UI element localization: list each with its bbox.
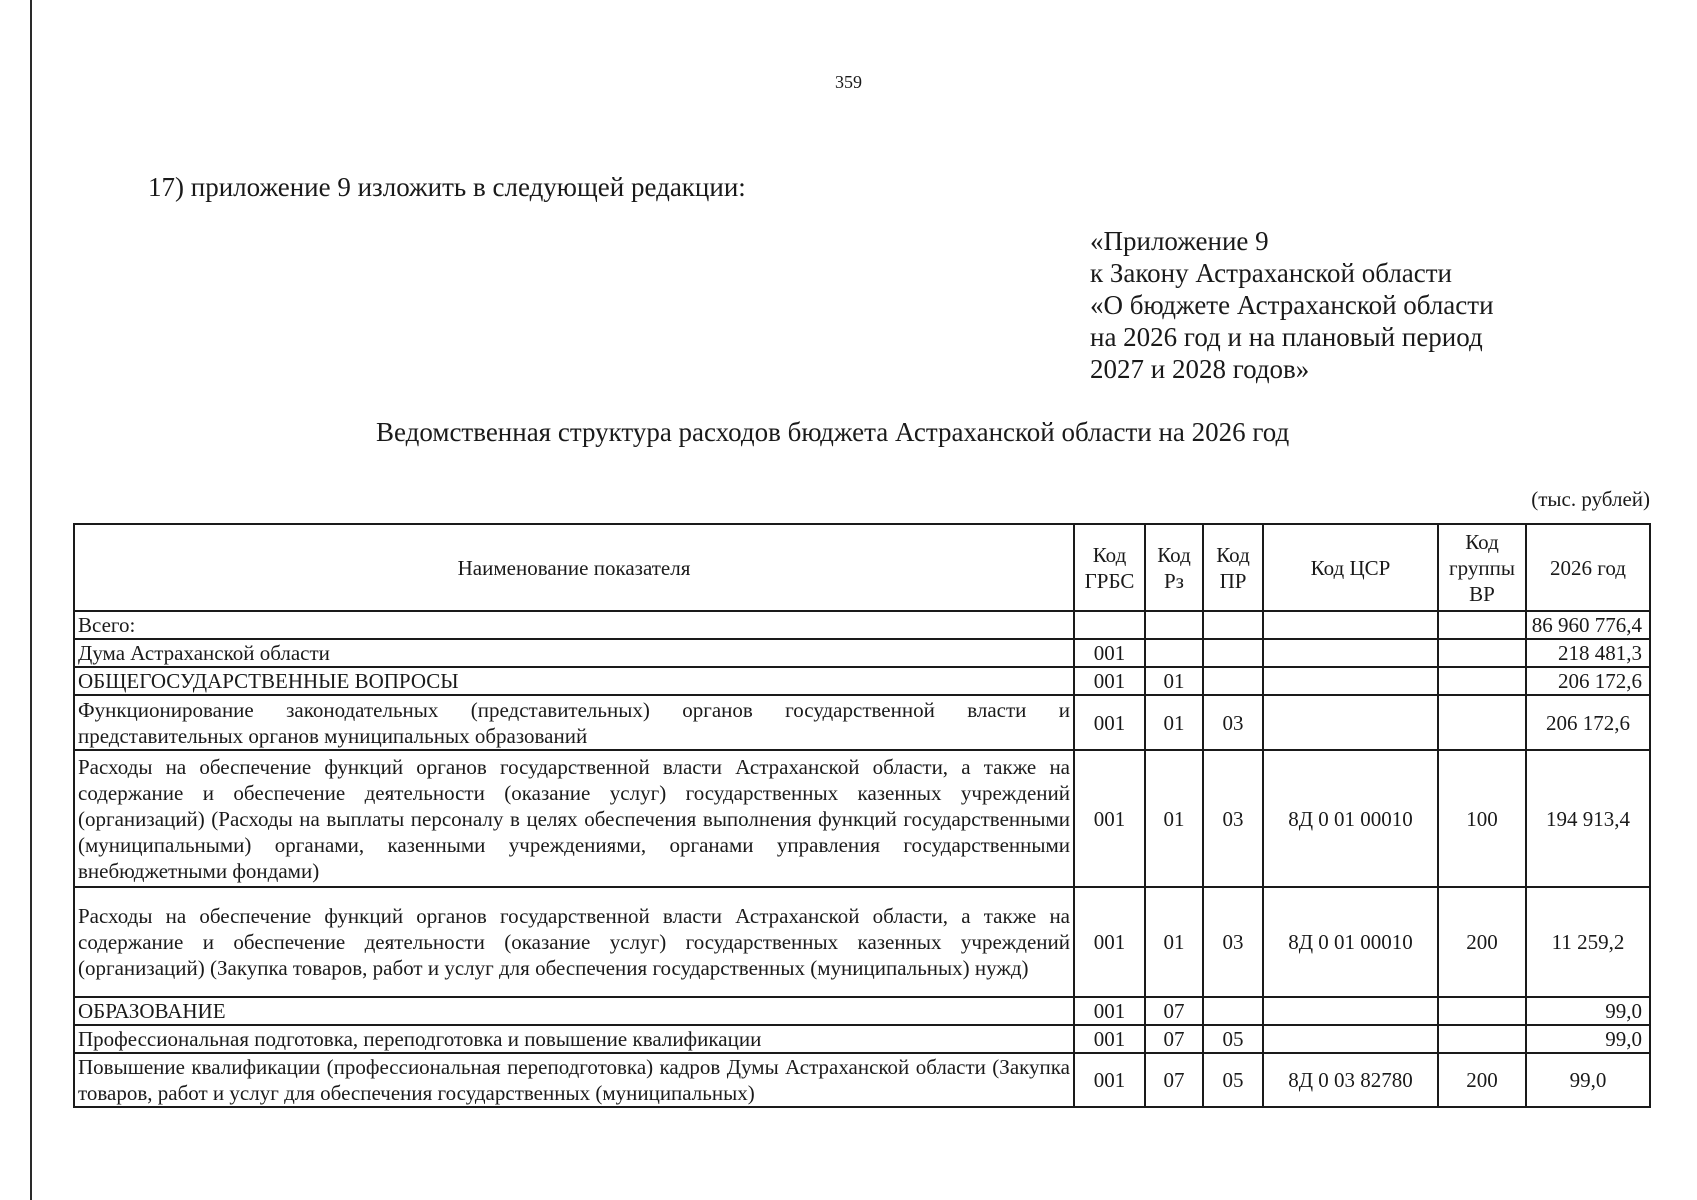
row-csr <box>1263 1025 1438 1053</box>
row-grbs <box>1074 611 1145 639</box>
table-row <box>74 1025 1650 1053</box>
row-vr <box>1438 997 1526 1025</box>
row-rz: 01 <box>1145 667 1203 695</box>
row-name: Расходы на обеспечение функций органов государственной власти Астраханской области, а также на содержание и обеспечение деятельности (оказание услуг) государственных казенных учреждений (организаций) (Расходы на выплаты персоналу в целях обеспечения выполнения функций государственными (муниципальными) органами, казенными учреждениями, органами управления государственными внебюджетными фондами) <box>74 750 1074 887</box>
appendix-note-line: «Приложение 9 <box>1090 226 1269 256</box>
row-pr: 05 <box>1203 1053 1263 1107</box>
row-amount: 99,0 <box>1526 1025 1650 1053</box>
row-pr: 03 <box>1203 887 1263 997</box>
row-grbs: 001 <box>1074 639 1145 667</box>
row-rz <box>1145 639 1203 667</box>
row-pr <box>1203 611 1263 639</box>
row-rz: 01 <box>1145 887 1203 997</box>
row-csr: 8Д 0 01 00010 <box>1263 750 1438 887</box>
appendix-note-line: «О бюджете Астраханской области <box>1090 290 1494 320</box>
row-csr: 8Д 0 03 82780 <box>1263 1053 1438 1107</box>
table-row <box>74 639 1650 667</box>
row-name: Всего: <box>74 611 1074 639</box>
row-rz: 07 <box>1145 1025 1203 1053</box>
row-vr <box>1438 611 1526 639</box>
units-label: (тыс. рублей) <box>1531 487 1650 511</box>
row-vr: 200 <box>1438 887 1526 997</box>
row-name: ОБЩЕГОСУДАРСТВЕННЫЕ ВОПРОСЫ <box>74 667 1074 695</box>
row-csr <box>1263 997 1438 1025</box>
row-name: Расходы на обеспечение функций органов государственной власти Астраханской области, а также на содержание и обеспечение деятельности (оказание услуг) государственных казенных учреждений (организаций) (Закупка товаров, работ и услуг для обеспечения государственных (муниципальных) нужд) <box>74 887 1074 997</box>
amendment-intro: 17) приложение 9 изложить в следующей редакции: <box>148 172 746 202</box>
row-rz: 07 <box>1145 1053 1203 1107</box>
table-row <box>74 695 1650 750</box>
header-vr: Код группы ВР <box>1438 524 1526 611</box>
appendix-note-line: 2027 и 2028 годов» <box>1090 354 1310 384</box>
row-vr <box>1438 1025 1526 1053</box>
row-amount: 194 913,4 <box>1526 750 1650 887</box>
row-amount: 99,0 <box>1526 1053 1650 1107</box>
row-pr: 03 <box>1203 695 1263 750</box>
row-vr <box>1438 667 1526 695</box>
row-vr <box>1438 695 1526 750</box>
row-grbs: 001 <box>1074 997 1145 1025</box>
table-row <box>74 750 1650 887</box>
row-amount: 206 172,6 <box>1526 695 1650 750</box>
row-grbs: 001 <box>1074 750 1145 887</box>
document-title: Ведомственная структура расходов бюджета Астраханской области на 2026 год <box>376 417 1290 447</box>
row-name: Дума Астраханской области <box>74 639 1074 667</box>
row-name <box>74 1053 1074 1107</box>
row-amount: 11 259,2 <box>1526 887 1650 997</box>
row-grbs: 001 <box>1074 1053 1145 1107</box>
row-amount: 218 481,3 <box>1526 639 1650 667</box>
header-grbs: Код ГРБС <box>1074 524 1145 611</box>
row-rz <box>1145 611 1203 639</box>
row-grbs: 001 <box>1074 1025 1145 1053</box>
row-pr <box>1203 667 1263 695</box>
row-name: Профессиональная подготовка, переподготовка и повышение квалификации <box>74 1025 1074 1053</box>
row-amount: 206 172,6 <box>1526 667 1650 695</box>
row-vr: 200 <box>1438 1053 1526 1107</box>
row-csr: 8Д 0 01 00010 <box>1263 887 1438 997</box>
row-vr: 100 <box>1438 750 1526 887</box>
row-grbs: 001 <box>1074 887 1145 997</box>
binding-edge-line <box>30 0 32 1200</box>
row-pr <box>1203 997 1263 1025</box>
row-csr <box>1263 667 1438 695</box>
header-year: 2026 год <box>1526 524 1650 611</box>
row-rz: 01 <box>1145 750 1203 887</box>
table-row <box>74 887 1650 997</box>
row-pr <box>1203 639 1263 667</box>
row-pr: 03 <box>1203 750 1263 887</box>
row-csr <box>1263 695 1438 750</box>
header-pr: Код ПР <box>1203 524 1263 611</box>
row-name-text: Повышение квалификации (профессиональная переподготовка) кадров Думы Астраханской области (Закупка товаров, работ и услуг для обеспечения государственных (муниципальных) <box>78 1055 1070 1105</box>
budget-table <box>73 523 1651 1108</box>
header-rz: Код Рз <box>1145 524 1203 611</box>
table-row <box>74 667 1650 695</box>
row-grbs: 001 <box>1074 695 1145 750</box>
row-amount: 99,0 <box>1526 997 1650 1025</box>
table-row <box>74 1053 1650 1107</box>
row-rz: 07 <box>1145 997 1203 1025</box>
row-rz: 01 <box>1145 695 1203 750</box>
header-name: Наименование показателя <box>74 524 1074 611</box>
row-csr <box>1263 639 1438 667</box>
header-csr: Код ЦСР <box>1263 524 1438 611</box>
row-csr <box>1263 611 1438 639</box>
row-vr <box>1438 639 1526 667</box>
table-row <box>74 997 1650 1025</box>
page-number: 359 <box>835 72 862 92</box>
row-name: ОБРАЗОВАНИЕ <box>74 997 1074 1025</box>
table-header-row <box>74 524 1650 611</box>
row-name: Функционирование законодательных (представительных) органов государственной власти и представительных органов муниципальных образований <box>74 695 1074 750</box>
appendix-note-line: на 2026 год и на плановый период <box>1090 322 1483 352</box>
appendix-note <box>1090 225 1494 385</box>
row-pr: 05 <box>1203 1025 1263 1053</box>
appendix-note-line: к Закону Астраханской области <box>1090 258 1453 288</box>
row-amount: 86 960 776,4 <box>1526 611 1650 639</box>
row-grbs: 001 <box>1074 667 1145 695</box>
table-row <box>74 611 1650 639</box>
